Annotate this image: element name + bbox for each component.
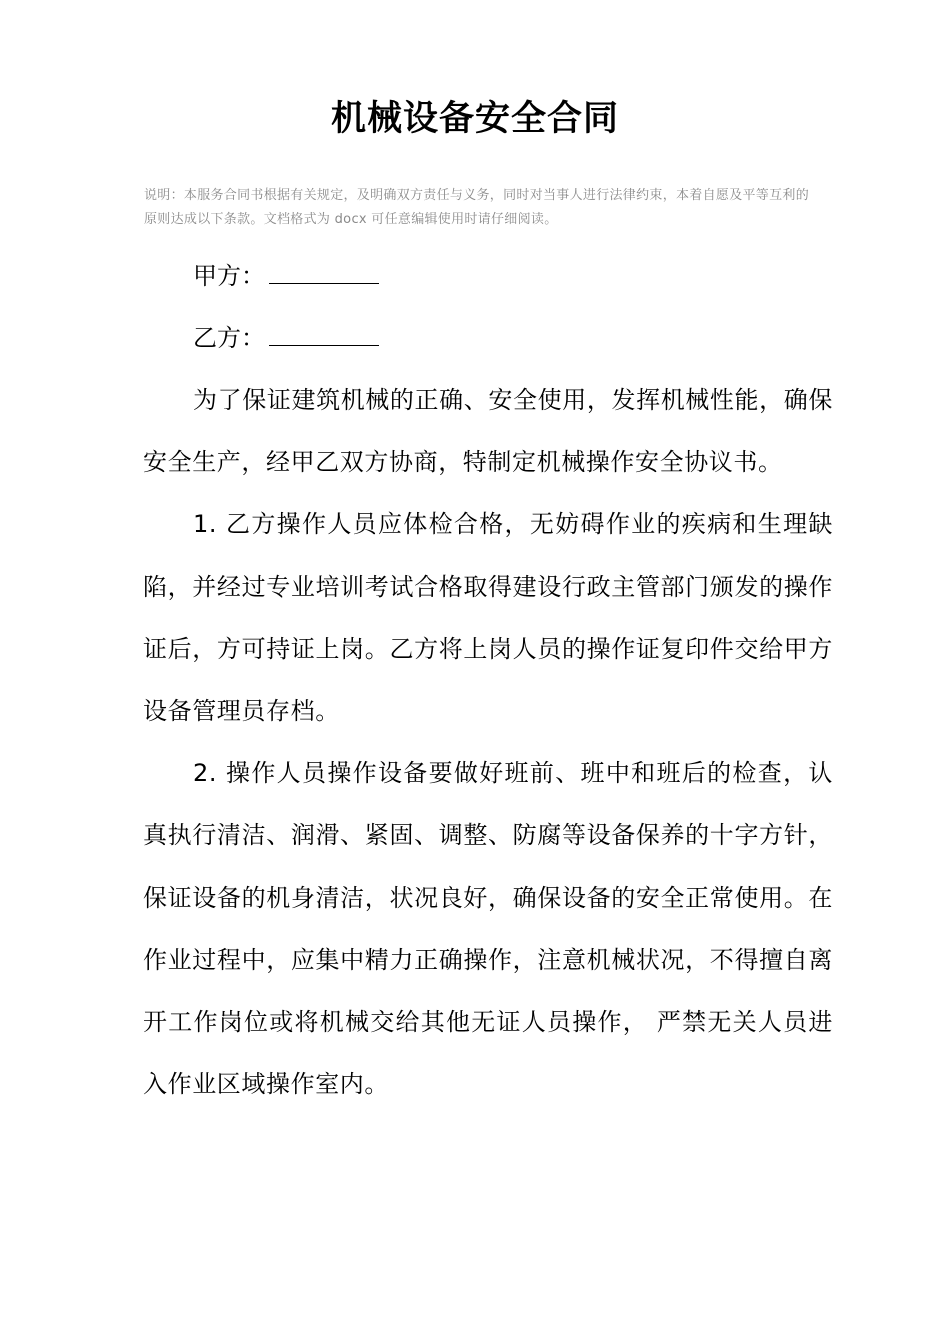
paragraph-intro: 为了保证建筑机械的正确、安全使用，发挥机械性能，确保安全生产，经甲乙双方协商，特制定机械操作安全协议书。 bbox=[143, 386, 833, 477]
party-b-blank bbox=[269, 323, 379, 346]
document-note: 说明：本服务合同书根据有关规定，及明确双方责任与义务，同时对当事人进行法律约束，本着自愿及平等互利的原则达成以下条款。文档格式为 docx 可任意编辑使用时请仔细阅读。 bbox=[144, 188, 810, 227]
paragraph-clause-1: 1. 乙方操作人员应体检合格，无妨碍作业的疾病和生理缺陷，并经过专业培训考试合格取得建设行政主管部门颁发的操作证后，方可持证上岗。乙方将上岗人员的操作证复印件交给甲方设备管理员存档。 bbox=[143, 510, 833, 726]
party-b-line bbox=[193, 322, 379, 354]
document-body bbox=[143, 369, 833, 1115]
party-a-line bbox=[193, 260, 379, 292]
document-title: 机械设备安全合同 bbox=[330, 99, 619, 139]
party-b-label: 乙方： bbox=[193, 324, 265, 352]
party-a-blank bbox=[269, 261, 379, 284]
party-a-label: 甲方： bbox=[193, 262, 265, 290]
paragraph-clause-2: 2. 操作人员操作设备要做好班前、班中和班后的检查，认真执行清洁、润滑、紧固、调整、防腐等设备保养的十字方针，保证设备的机身清洁，状况良好，确保设备的安全正常使用。在作业过程中，应集中精力正确操作，注意机械状况，不得擅自离开工作岗位或将机械交给其他无证人员操作， 严禁无关人员进入作业区域操作室内。 bbox=[143, 759, 833, 1099]
